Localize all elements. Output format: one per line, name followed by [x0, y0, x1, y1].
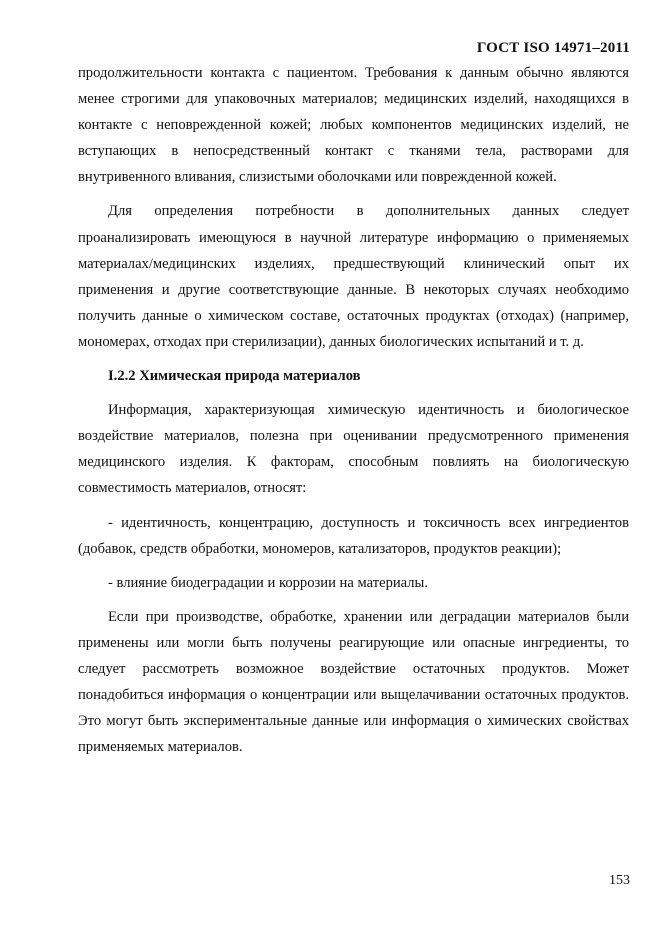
paragraph-residual-products: Если при производстве, обработке, хранении или деградации материалов были применены или могли быть получены реагирующие или опасные ингредиенты, то следует рассмотреть возможное воздействие остаточных продуктов. Может понадобиться информация о концентрации или выщелачивании остаточных продуктов. Это могут быть экспериментальные данные или информация о химических свойствах применяемых материалов.: [78, 608, 629, 756]
paragraph-chemical-info: Информация, характеризующая химическую идентичность и биологическое воздействие материалов, полезна при оценивании предусмотренного применения медицинского изделия. К факторам, способным повлиять на биологическую совместимость материалов, относят:: [78, 402, 629, 497]
document-header: ГОСТ ISO 14971–2011: [476, 40, 630, 56]
list-item-identity: - идентичность, концентрацию, доступность и токсичность всех ингредиентов (добавок, средств обработки, мономеров, катализаторов, продуктов реакции);: [78, 514, 629, 557]
page-number: 153: [609, 873, 630, 888]
list-item-biodegradation: - влияние биодеградации и коррозии на материалы.: [108, 574, 429, 591]
paragraph-additional-data: Для определения потребности в дополнительных данных следует проанализировать имеющуюся в научной литературе информацию о применяемых материалах/медицинских изделиях, предшествующий клинический опыт их применения и другие соответствующие данные. В некоторых случаях необходимо получить данные о химическом составе, остаточных продуктах (отходах) (например, мономерах, отходах при стерилизации), данных биологических испытаний и т. д.: [78, 203, 629, 350]
document-body: [78, 60, 629, 760]
section-heading: I.2.2 Химическая природа материалов: [108, 368, 361, 385]
paragraph-continuation: продолжительности контакта с пациентом. Требования к данным обычно являются менее строгими для упаковочных материалов; медицинских изделий, находящихся в контакте с неповрежденной кожей; любых компонентов медицинских изделий, не вступающих в непосредственный контакт с тканями тела, растворами для внутривенного вливания, слизистыми оболочками или поврежденной кожей.: [78, 65, 629, 186]
